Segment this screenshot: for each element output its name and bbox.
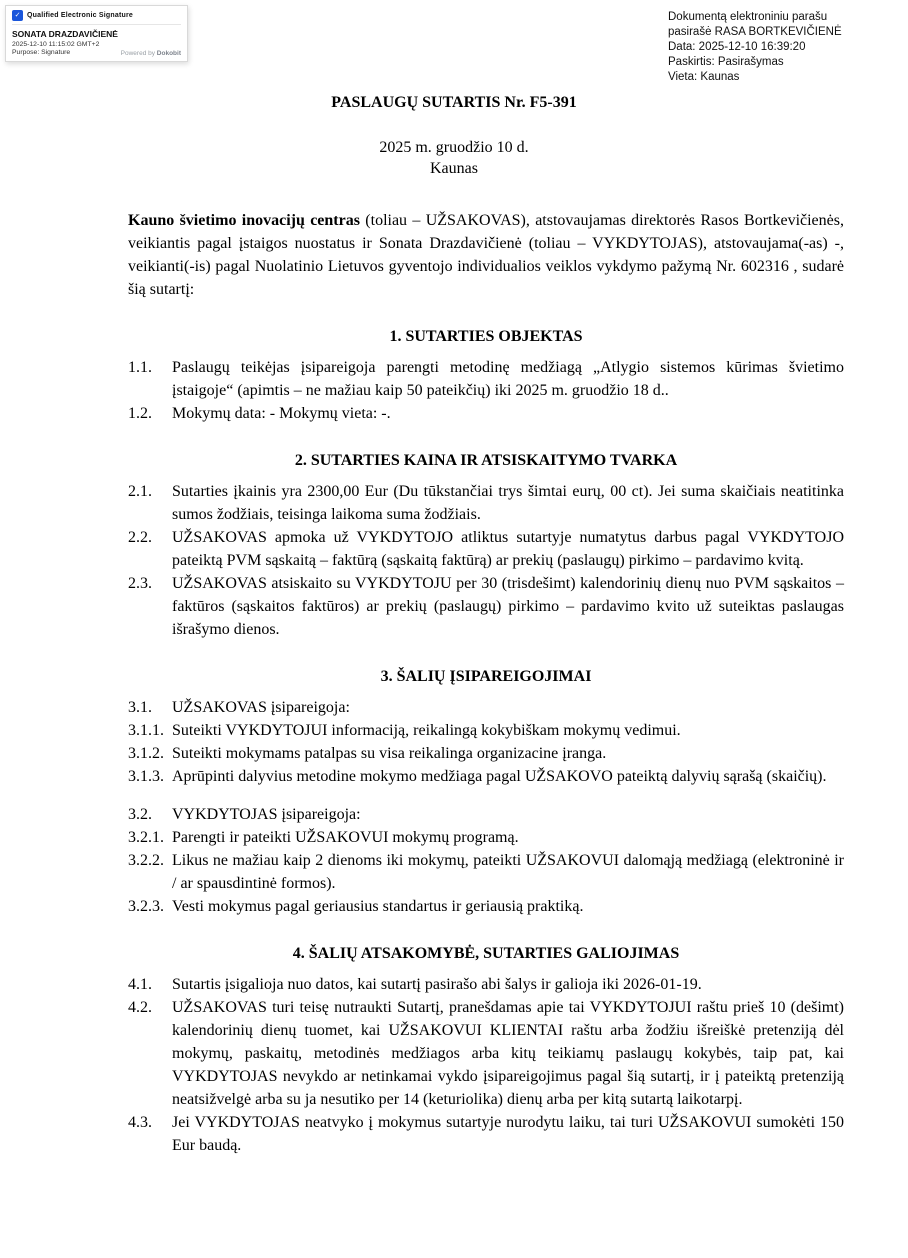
signature-purpose: Purpose: Signature <box>12 49 71 56</box>
signature-badge-header <box>12 10 181 25</box>
signature-info-line: pasirašė RASA BORTKEVIČIENĖ <box>668 26 842 38</box>
qualified-signature-icon: ✓ <box>12 10 23 21</box>
powered-by-text: Powered by <box>120 50 155 57</box>
contract-body <box>0 209 908 1157</box>
signature-info-block <box>668 10 842 85</box>
clause-text: Sutartis įsigalioja nuo datos, kai sutartį pasirašo abi šalys ir galioja iki 2026-01-19. <box>172 976 702 993</box>
signature-info-line: Paskirtis: Pasirašymas <box>668 56 784 68</box>
clause-number: 4.1. <box>128 976 152 993</box>
clause-text: Paslaugų teikėjas įsipareigoja parengti metodinę medžiagą „Atlygio sistemos kūrimas švietimo įstaigoje“ (apimtis – ne mažiau kaip 50 pateikčių) iki 2025 m. gruodžio 18 d.. <box>172 359 844 399</box>
clause-number: 3.1. <box>128 699 152 716</box>
contract-city-line: Kaunas <box>430 160 478 177</box>
contract-date-line: 2025 m. gruodžio 10 d. <box>379 139 529 156</box>
signature-info-line: Data: 2025-12-10 16:39:20 <box>668 41 806 53</box>
title-block <box>0 92 908 179</box>
signature-badge-title: Qualified Electronic Signature <box>27 12 133 19</box>
clause-3-1 <box>128 696 844 719</box>
clause-3-2-3 <box>128 895 844 918</box>
clause-3-2-1 <box>128 826 844 849</box>
clause-text: Suteikti VYKDYTOJUI informaciją, reikalingą kokybiškam mokymų vedimui. <box>172 722 681 739</box>
clause-text: Jei VYKDYTOJAS neatvyko į mokymus sutartyje nurodytu laiku, tai turi UŽSAKOVUI sumokėti 150 Eur baudą. <box>172 1114 844 1154</box>
clause-number: 2.2. <box>128 529 152 546</box>
clause-number: 3.2. <box>128 806 152 823</box>
signer-name: SONATA DRAZDAVIČIENĖ <box>12 29 118 39</box>
clause-number: 2.1. <box>128 483 152 500</box>
intro-rest-text: (toliau – UŽSAKOVAS), atstovaujamas direktorės Rasos Bortkevičienės, veikiantis pagal įstaigos nuostatus ir Sonata Drazdavičienė (toliau – VYKDYTOJAS), atstovaujama(-as) -, veikianti(-is) pagal Nuolatinio Lietuvos gyventojo individualios veiklos vykdymo pažymą Nr. 602316 , sudarė šią sutartį: <box>128 212 844 298</box>
clause-number: 1.1. <box>128 359 152 376</box>
clause-1-1 <box>128 356 844 402</box>
clause-number: 4.3. <box>128 1114 152 1131</box>
signature-info-line: Dokumentą elektroniniu parašu <box>668 11 828 23</box>
clause-text: Suteikti mokymams patalpas su visa reikalinga organizacine įranga. <box>172 745 607 762</box>
clause-text: UŽSAKOVAS įsipareigoja: <box>172 699 350 716</box>
electronic-signature-badge <box>5 5 188 62</box>
section-heading-4: 4. ŠALIŲ ATSAKOMYBĖ, SUTARTIES GALIOJIMAS <box>292 945 680 962</box>
clause-text: Mokymų data: - Mokymų vieta: -. <box>172 405 391 422</box>
clause-text: UŽSAKOVAS atsiskaito su VYKDYTOJU per 30 (trisdešimt) kalendorinių dienų nuo PVM sąskaitos – faktūros (sąskaitos faktūros) ar prekių (paslaugų) pirkimo – pardavimo kvito už suteiktas paslaugas išrašymo dienos. <box>172 575 844 638</box>
dokobit-brand: Dokobit <box>156 50 181 57</box>
clause-text: Likus ne mažiau kaip 2 dienoms iki mokymų, pateikti UŽSAKOVUI dalomąją medžiagą (elektroninė ir / ar spausdintinė formos). <box>172 852 844 892</box>
clause-text: UŽSAKOVAS apmoka už VYKDYTOJO atliktus sutartyje numatytus darbus pagal VYKDYTOJO pateiktą PVM sąskaitą – faktūrą (sąskaitą faktūrą) ar prekių (paslaugų) pirkimo – pardavimo kvitą. <box>172 529 844 569</box>
clause-text: Parengti ir pateikti UŽSAKOVUI mokymų programą. <box>172 829 519 846</box>
clause-text: Aprūpinti dalyvius metodine mokymo medžiaga pagal UŽSAKOVO pateiktą dalyvių sąrašą (skaičių). <box>172 768 827 785</box>
clause-number: 4.2. <box>128 999 152 1016</box>
clause-number: 3.1.1. <box>128 722 164 739</box>
clause-4-2 <box>128 996 844 1111</box>
clause-2-3 <box>128 572 844 641</box>
clause-3-1-3 <box>128 765 844 788</box>
clause-4-3 <box>128 1111 844 1157</box>
clause-number: 1.2. <box>128 405 152 422</box>
clause-number: 3.1.3. <box>128 768 164 785</box>
intro-paragraph <box>128 209 844 301</box>
signature-timestamp: 2025-12-10 11:15:02 GMT+2 <box>12 41 100 48</box>
contract-title: PASLAUGŲ SUTARTIS Nr. F5-391 <box>331 94 577 111</box>
clause-3-1-2 <box>128 742 844 765</box>
clause-1-2 <box>128 402 844 425</box>
clause-2-1 <box>128 480 844 526</box>
clause-4-1 <box>128 973 844 996</box>
clause-3-2-2 <box>128 849 844 895</box>
clause-number: 3.2.2. <box>128 852 164 869</box>
clause-number: 3.2.3. <box>128 898 164 915</box>
section-heading-2: 2. SUTARTIES KAINA IR ATSISKAITYMO TVARKA <box>294 452 678 469</box>
section-heading-3: 3. ŠALIŲ ĮSIPAREIGOJIMAI <box>380 668 592 685</box>
clause-2-2 <box>128 526 844 572</box>
document-header <box>0 0 908 88</box>
clause-3-1-1 <box>128 719 844 742</box>
clause-text: UŽSAKOVAS turi teisę nutraukti Sutartį, pranešdamas apie tai VYKDYTOJUI raštu prieš 10 (dešimt) kalendorinių dienų tuomet, kai UŽSAKOVUI KLIENTAI raštu arba žodžiu išreiškė pretenziją dėl mokymų, paskaitų, metodinės medžiagos arba kitų teikiamų paslaugų kokybės, taip pat, kai VYKDYTOJAS nevykdo ar netinkamai vykdo įsipareigojimus pagal šią sutartį, ir į pateiktą pretenziją neatsižvelgė arba su ja nesutiko per 14 (keturiolika) dienų arba per kitą sutartą laikotarpį. <box>172 999 844 1108</box>
clause-3-2 <box>128 803 844 826</box>
clause-text: Vesti mokymus pagal geriausius standartus ir geriausią praktiką. <box>172 898 584 915</box>
intro-bold-lead: Kauno švietimo inovacijų centras <box>128 212 360 229</box>
clause-text: Sutarties įkainis yra 2300,00 Eur (Du tūkstančiai trys šimtai eurų, 00 ct). Jei suma skaičiais neatitinka sumos žodžiais, teisinga laikoma suma žodžiais. <box>172 483 844 523</box>
clause-text: VYKDYTOJAS įsipareigoja: <box>172 806 361 823</box>
clause-number: 3.2.1. <box>128 829 164 846</box>
clause-number: 3.1.2. <box>128 745 164 762</box>
powered-by-label <box>121 50 181 57</box>
clause-number: 2.3. <box>128 575 152 592</box>
section-heading-1: 1. SUTARTIES OBJEKTAS <box>389 328 583 345</box>
signature-info-line: Vieta: Kaunas <box>668 71 740 83</box>
